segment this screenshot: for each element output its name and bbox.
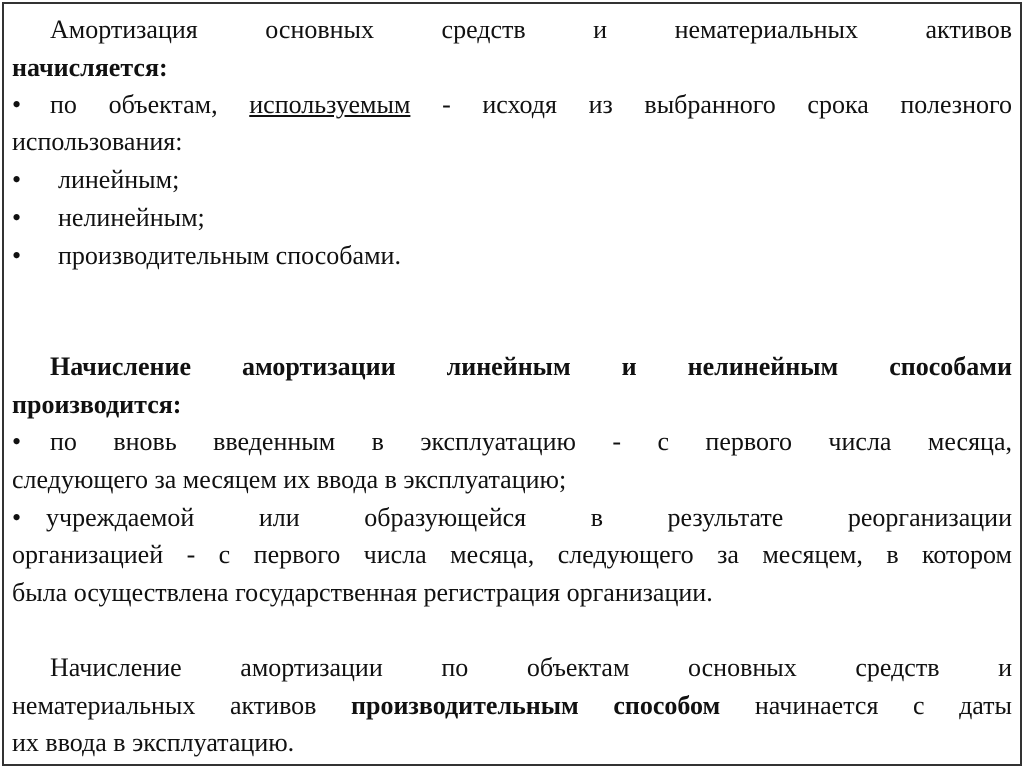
bullet-icon: •: [12, 427, 22, 456]
list-item: [12, 164, 1012, 196]
bullet-text: [50, 89, 1012, 121]
p1-line-2: начисляется:: [12, 53, 168, 82]
text: по объектам,: [50, 90, 218, 119]
text: - исходя из выбранного срока полезного: [442, 90, 1012, 119]
list-item: [12, 240, 1012, 272]
p2-line-4: следующего за месяцем их ввода в эксплуатацию;: [12, 465, 567, 494]
p2-line-7: была осуществлена государственная регистрация организации.: [12, 578, 713, 607]
bold-text: производительным способом: [351, 691, 721, 720]
p3-line-2: [12, 690, 1012, 722]
p1-line-1: Амортизация основных средств и нематериальных активов: [50, 15, 1012, 44]
p2-bullet-2: [12, 502, 1012, 534]
p2-line-6: организацией - с первого числа месяца, следующего за месяцем, в котором: [12, 540, 1012, 569]
list-item-text: нелинейным;: [58, 203, 205, 232]
list-item-text: производительным способами.: [58, 241, 401, 270]
bullet-text: учреждаемой или образующейся в результате реорганизации: [46, 503, 1012, 532]
p2-line-1: Начисление амортизации линейным и нелинейным способами: [50, 352, 1012, 381]
p1-bullet-1: [12, 89, 1012, 121]
bullet-icon: •: [12, 165, 22, 194]
bullet-text: по вновь введенным в эксплуатацию - с первого числа месяца,: [50, 427, 1012, 456]
p1-line-4: использования:: [12, 127, 183, 156]
p2-line-2: производится:: [12, 390, 182, 419]
bullet-icon: •: [12, 241, 22, 270]
underlined-text: используемым: [249, 90, 411, 119]
p3-line-3: их ввода в эксплуатацию.: [12, 728, 295, 757]
p3-line-1: Начисление амортизации по объектам основных средств и: [50, 653, 1012, 682]
bullet-icon: •: [12, 203, 22, 232]
text: нематериальных активов: [12, 691, 317, 720]
bullet-icon: •: [12, 503, 22, 532]
p2-bullet-1: [12, 426, 1012, 458]
text: начинается с даты: [754, 691, 1012, 720]
list-item: [12, 202, 1012, 234]
bullet-icon: •: [12, 90, 22, 119]
list-item-text: линейным;: [58, 165, 180, 194]
